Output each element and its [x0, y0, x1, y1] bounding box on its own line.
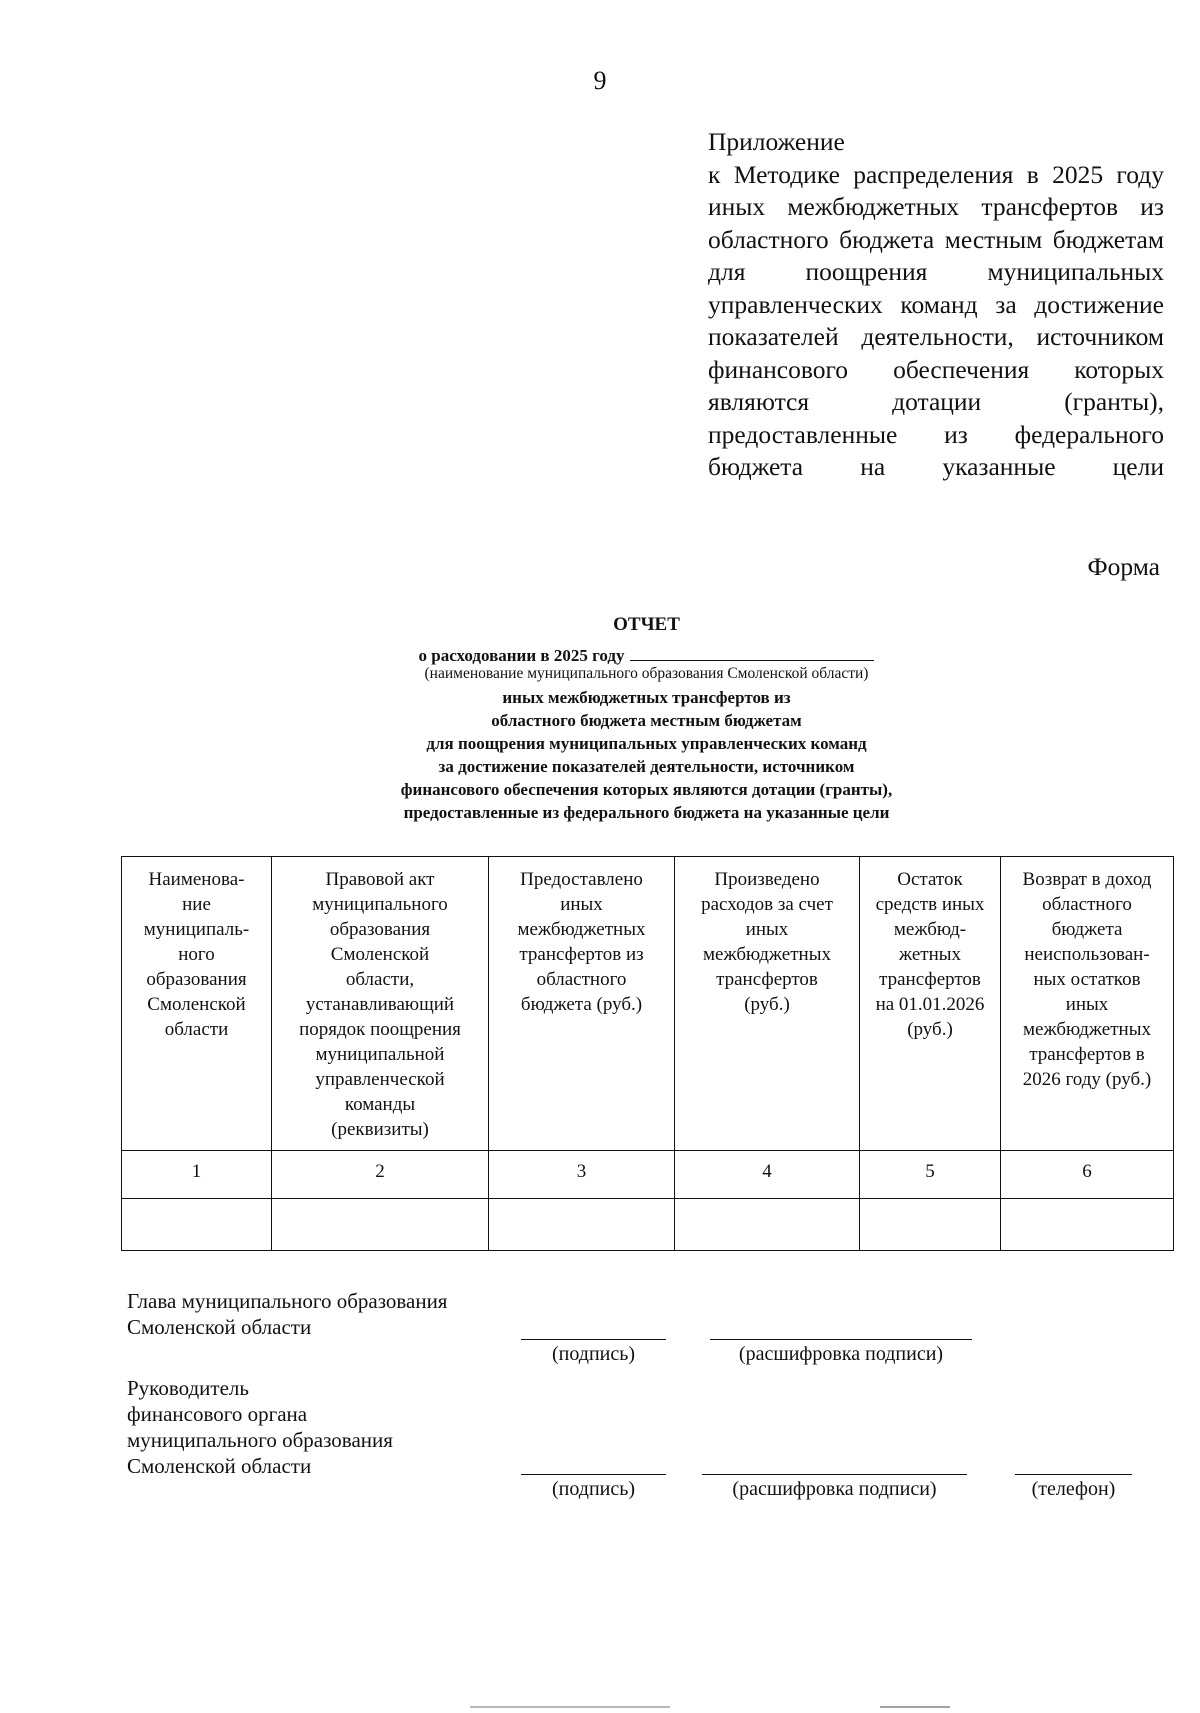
- header-text: Правовой акт муниципального образования Смоленской области, устанавливающий порядок поощрения муниципальной управленческой команды (реквизиты): [299, 869, 461, 1140]
- report-line: областного бюджета местным бюджетам: [491, 711, 802, 730]
- municipality-blank-line: [630, 646, 874, 661]
- appendix-block: [708, 126, 1164, 484]
- appendix-body: к Методике распределения в 2025 году иных межбюджетных трансфертов из областного бюджета местным бюджетам для поощрения муниципальных управленческих команд за достижение показателей деятельности, источником финансового обеспечения которых являются дотации (гранты), предоставленные из федерального бюджета на указанные цели: [708, 159, 1164, 481]
- report-description: [0, 686, 1200, 824]
- report-line: за достижение показателей деятельности, источником: [438, 757, 855, 776]
- finance-phone-caption: (телефон): [1031, 1478, 1116, 1500]
- head-signature-line[interactable]: [521, 1339, 666, 1340]
- header-municipality-name: [122, 857, 272, 1151]
- form-label: Форма: [1087, 552, 1160, 581]
- finance-decode-line[interactable]: [702, 1474, 967, 1475]
- header-text: Предоставлено иных межбюджетных трансфертов из областного бюджета (руб.): [517, 869, 646, 1015]
- header-return: [1001, 857, 1174, 1151]
- empty-data-row: [122, 1199, 1174, 1251]
- report-line: финансового обеспечения которых являются дотации (гранты),: [400, 780, 893, 799]
- appendix-title: Приложение: [708, 127, 845, 156]
- table-cell[interactable]: [272, 1199, 489, 1251]
- header-text: Остаток средств иных межбюд- жетных трансфертов на 01.01.2026 (руб.): [875, 869, 985, 1040]
- finance-signature-caption: (подпись): [551, 1478, 636, 1500]
- scan-artifact: [470, 1706, 670, 1708]
- finance-decode-caption: (расшифровка подписи): [732, 1478, 937, 1500]
- column-number: 3: [489, 1151, 675, 1199]
- report-line: предоставленные из федерального бюджета на указанные цели: [403, 803, 890, 822]
- report-line: для поощрения муниципальных управленческих команд: [426, 734, 867, 753]
- header-provided: [489, 857, 675, 1151]
- column-number: 2: [272, 1151, 489, 1199]
- column-number: 5: [860, 1151, 1001, 1199]
- table-cell[interactable]: [1001, 1199, 1174, 1251]
- report-subtitle-line: [0, 644, 1200, 667]
- header-text: Произведено расходов за счет иных межбюджетных трансфертов (руб.): [701, 869, 833, 1015]
- table-cell[interactable]: [860, 1199, 1001, 1251]
- column-number-row: [122, 1151, 1174, 1199]
- report-period-text: о расходовании в 2025 году: [418, 646, 625, 665]
- report-title: ОТЧЕТ: [613, 614, 680, 635]
- finance-signature-line[interactable]: [521, 1474, 666, 1475]
- header-legal-act: [272, 857, 489, 1151]
- table-header-row: [122, 857, 1174, 1151]
- table-cell[interactable]: [675, 1199, 860, 1251]
- municipality-caption: (наименование муниципального образования Смоленской области): [424, 665, 869, 682]
- page-number: 9: [593, 66, 607, 95]
- table-cell[interactable]: [489, 1199, 675, 1251]
- head-signature-caption: (подпись): [551, 1343, 636, 1365]
- head-decode-line[interactable]: [710, 1339, 972, 1340]
- table-cell[interactable]: [122, 1199, 272, 1251]
- header-text: Наименова- ние муниципаль- ного образования Смоленской области: [143, 869, 250, 1040]
- finance-head-label: Руководитель финансового органа муниципального образования Смоленской области: [127, 1376, 393, 1478]
- scan-artifact: [880, 1706, 950, 1708]
- finance-phone-line[interactable]: [1015, 1474, 1132, 1475]
- column-number: 4: [675, 1151, 860, 1199]
- column-number: 6: [1001, 1151, 1174, 1199]
- header-remainder: [860, 857, 1001, 1151]
- head-signature-label: Глава муниципального образования Смоленской области: [127, 1289, 448, 1339]
- report-line: иных межбюджетных трансфертов из: [502, 688, 791, 707]
- header-text: Возврат в доход областного бюджета неиспользован- ных остатков иных межбюджетных трансфертов в 2026 году (руб.): [1022, 869, 1152, 1090]
- header-expended: [675, 857, 860, 1151]
- report-table: [121, 856, 1174, 1251]
- head-decode-caption: (расшифровка подписи): [738, 1343, 944, 1365]
- column-number: 1: [122, 1151, 272, 1199]
